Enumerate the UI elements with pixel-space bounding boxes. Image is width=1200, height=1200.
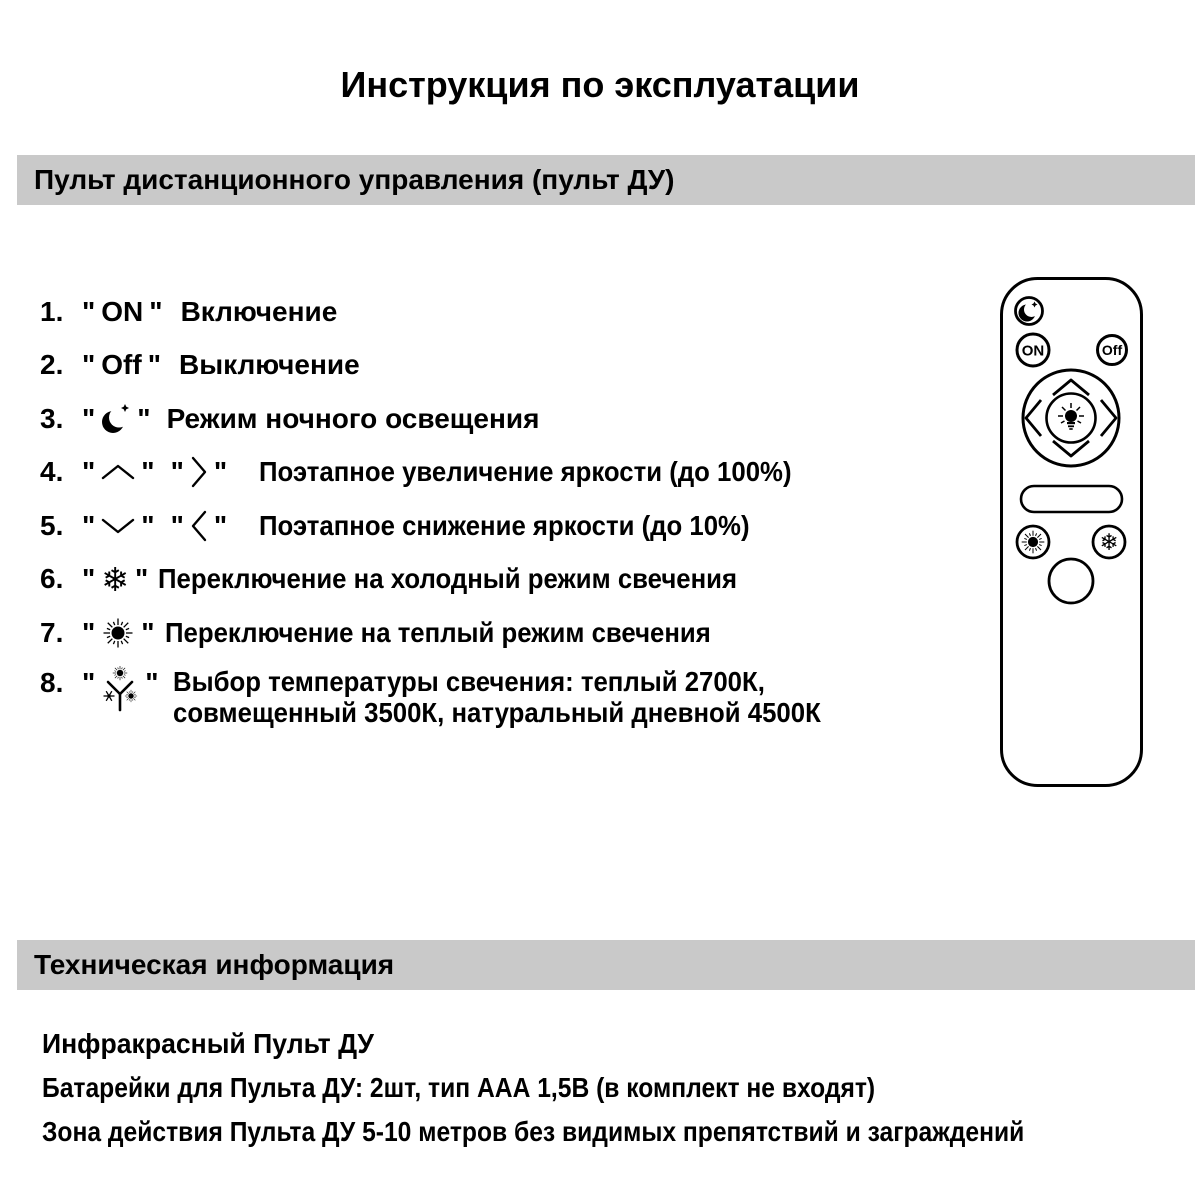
tech-info-line: Батарейки для Пульта ДУ: 2шт, тип ААА 1,5В (в комплект не входят)	[42, 1072, 876, 1103]
quote-mark: "	[82, 509, 96, 541]
item-description-line2: совмещенный 3500К, натуральный дневной 4500К	[172, 696, 821, 728]
item-number: 1.	[40, 295, 64, 327]
quote-mark: "	[82, 563, 96, 595]
quote-mark: "	[170, 456, 184, 488]
item-description: Переключение на холодный режим свечения	[158, 563, 738, 595]
quote-mark: "	[141, 456, 155, 488]
step-right-icon	[190, 456, 208, 488]
list-item-on	[40, 285, 877, 339]
item-description: Поэтапное увеличение яркости (до 100%)	[259, 456, 792, 488]
snowflake-icon: ❄	[1099, 529, 1119, 555]
page-title: Инструкция по эксплуатации	[340, 64, 860, 105]
tech-info-block	[42, 1022, 1158, 1154]
on-button-label: ON	[1021, 342, 1045, 360]
off-button-label: Off	[1101, 342, 1123, 358]
tech-info-line: Инфракрасный Пульт ДУ	[42, 1028, 374, 1059]
quote-mark: "	[137, 402, 151, 434]
warm-mode-button	[1017, 526, 1049, 558]
quote-mark: "	[82, 402, 96, 434]
quote-mark: "	[82, 349, 96, 381]
remote-section-banner	[17, 155, 1195, 205]
quote-mark: "	[149, 295, 163, 327]
tech-section-banner	[17, 940, 1195, 990]
quote-mark: "	[147, 349, 161, 381]
tech-info-line: Зона действия Пульта ДУ 5-10 метров без видимых препятствий и заграждений	[42, 1116, 1025, 1147]
item-description: Поэтапное снижение яркости (до 10%)	[259, 509, 750, 541]
warm-mode-icon	[101, 616, 135, 650]
item-description: Переключение на теплый режим свечения	[164, 616, 711, 648]
step-left-icon	[190, 510, 208, 542]
item-description: Выключение	[179, 349, 360, 381]
quote-mark: "	[213, 509, 228, 541]
quote-mark: "	[82, 295, 96, 327]
list-item-off	[40, 339, 877, 393]
item-description: Выбор температуры свечения: теплый 2700К,	[172, 665, 765, 697]
quote-mark: "	[145, 666, 159, 698]
off-key-label: Off	[101, 349, 142, 381]
quote-mark: "	[141, 616, 155, 648]
item-number: 7.	[40, 616, 64, 648]
tech-section-heading: Техническая информация	[34, 949, 395, 980]
item-number: 3.	[40, 402, 64, 434]
cold-mode-icon: ❄	[101, 559, 129, 599]
remote-illustration	[1000, 277, 1143, 787]
item-number: 8.	[40, 666, 64, 698]
list-item-cold-mode	[40, 553, 877, 607]
quote-mark: "	[170, 509, 184, 541]
brightness-down-icon	[101, 517, 135, 535]
item-number: 2.	[40, 349, 64, 381]
quote-mark: "	[134, 563, 149, 595]
quote-mark: "	[82, 456, 96, 488]
list-item-color-temperature	[40, 660, 877, 728]
item-number: 6.	[40, 563, 64, 595]
remote-section-heading: Пульт дистанционного управления (пульт ДУ)	[34, 164, 675, 195]
night-mode-icon	[101, 402, 131, 436]
item-number: 5.	[40, 509, 64, 541]
instruction-list	[40, 285, 877, 728]
on-key-label: ON	[101, 295, 144, 327]
list-item-brightness-down	[40, 499, 877, 553]
quote-mark: "	[141, 509, 155, 541]
color-temperature-icon	[101, 666, 139, 714]
item-number: 4.	[40, 456, 64, 488]
list-item-warm-mode	[40, 606, 877, 660]
quote-mark: "	[82, 616, 96, 648]
quote-mark: "	[82, 666, 96, 698]
list-item-night-mode	[40, 392, 877, 446]
sun-icon	[1022, 531, 1045, 554]
quote-mark: "	[213, 456, 228, 488]
item-description: Включение	[180, 295, 338, 327]
item-description: Режим ночного освещения	[166, 402, 540, 434]
list-item-brightness-up	[40, 446, 877, 500]
brightness-up-icon	[101, 463, 135, 481]
